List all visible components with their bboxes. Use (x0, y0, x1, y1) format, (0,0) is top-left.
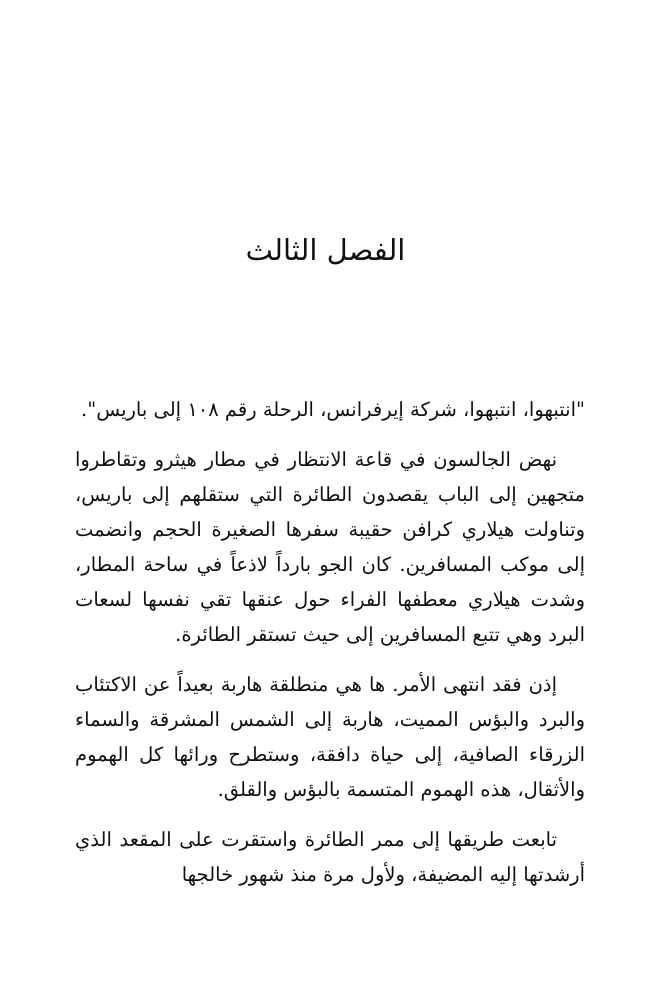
paragraph-boarding: نهض الجالسون في قاعة الانتظار في مطار هيثرو وتقاطروا متجهين إلى الباب يقصدون الطائرة التي ستقلهم إلى باريس، وتناولت هيلاري كرافن حقيبة سفرها الصغيرة الحجم وانضمت إلى موكب المسافرين. كان الجو بارداً لاذعاً في ساحة المطار، وشدت هيلاري معطفها الفراء حول عنقها تقي نفسها لسعات البرد وهي تتبع المسافرين إلى حيث تستقر الطائرة. (75, 448, 585, 646)
paragraph-seat: تابعت طريقها إلى ممر الطائرة واستقرت على المقعد الذي أرشدتها إليه المضيفة، ولأول مرة منذ شهور خالجها (75, 828, 585, 886)
paragraph-announcement: "انتبهوا، انتبهوا، شركة إيرفرانس، الرحلة رقم ١٠٨ إلى باريس". (81, 398, 585, 421)
paragraph-escape: إذن فقد انتهى الأمر. ها هي منطلقة هاربة بعيداً عن الاكتئاب والبرد والبؤس المميت، هاربة إلى الشمس المشرقة والسماء الزرقاء الصافية، إلى حياة دافقة، وستطرح ورائها كل الهموم والأثقال، هذه الهموم المتسمة بالبؤس والقلق. (75, 673, 585, 801)
chapter-body (75, 392, 585, 907)
chapter-title: الفصل الثالث (245, 233, 406, 267)
